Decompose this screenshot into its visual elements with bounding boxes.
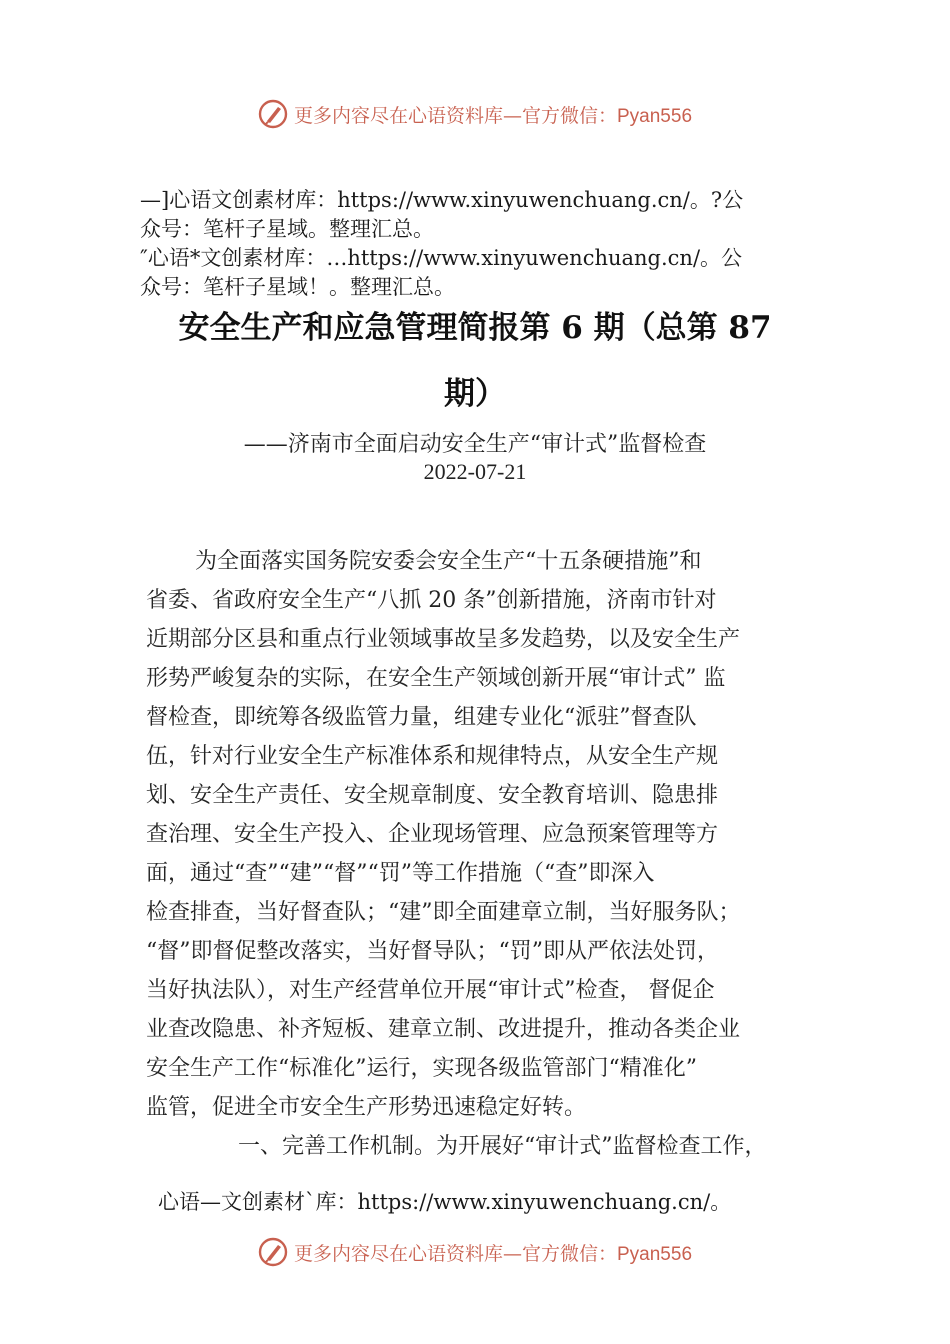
body-line-7: 划、安全生产责任、安全规章制度、安全教育培训、隐患排 [146,783,719,808]
banner-wechat-id: Pyan556 [617,1243,693,1265]
body-line-15: 监管，促进全市安全生产形势迅速稳定好转。 [146,1095,587,1120]
body-line-4: 形势严峻复杂的实际，在安全生产领域创新开展“审计式” 监 [146,666,726,691]
footer-source-line: 心语—文创素材`库：https://www.xinyuwenchuang.cn/。 [158,1190,732,1214]
body-line-1: 为全面落实国务院安委会安全生产“十五条硬措施”和 [195,549,702,574]
banner-wechat-id: Pyan556 [617,105,693,127]
body-line-9: 面，通过“查”“建”“督”“罚”等工作措施（“查”即深入 [146,861,655,886]
banner-text [294,101,692,128]
top-banner [0,96,950,132]
bottom-banner [0,1234,950,1270]
document-subtitle: ——济南市全面启动安全生产“审计式”监督检查 [243,432,707,457]
banner-text-cn: 更多内容尽在心语资料库—官方微信： [293,1242,617,1265]
brush-logo-icon [258,1237,288,1267]
body-line-14: 安全生产工作“标准化”运行，实现各级监管部门“精准化” [146,1056,697,1081]
body-line-11: “督”即督促整改落实，当好督导队；“罚”即从严依法处罚， [146,939,719,964]
document-title-line-1: 安全生产和应急管理简报第 6 期（总第 87 [178,310,772,346]
body-line-8: 查治理、安全生产投入、企业现场管理、应急预案管理等方 [146,822,719,847]
body-line-2: 省委、省政府安全生产“八抓 20 条”创新措施，济南市针对 [146,588,717,613]
meta-line-2: 众号：笔杆子星域。整理汇总。 [140,217,434,241]
banner-text-cn: 更多内容尽在心语资料库—官方微信： [293,104,617,127]
meta-line-3: ″心语*文创素材库：…https://www.xinyuwenchuang.cn/。公 [140,246,743,270]
banner-text [294,1239,692,1266]
body-line-3: 近期部分区县和重点行业领域事故呈多发趋势，以及安全生产 [146,627,741,652]
meta-line-1: —]心语文创素材库：https://www.xinyuwenchuang.cn/。?公 [140,188,744,212]
body-line-6: 伍，针对行业安全生产标准体系和规律特点，从安全生产规 [146,744,719,769]
meta-line-4: 众号：笔杆子星域！。整理汇总。 [140,275,455,299]
body-line-5: 督检查，即统筹各级监管力量，组建专业化“派驻”督查队 [146,705,697,730]
body-line-13: 业查改隐患、补齐短板、建章立制、改进提升，推动各类企业 [146,1017,741,1042]
brush-logo-icon [258,99,288,129]
body-line-12: 当好执法队），对生产经营单位开展“审计式”检查， 督促企 [146,978,715,1003]
document-date: 2022-07-21 [423,459,527,484]
body-line-10: 检查排查，当好督查队；“建”即全面建章立制，当好服务队； [146,900,741,925]
document-title-line-2: 期） [444,376,506,412]
section-heading-1: 一、完善工作机制。为开展好“审计式”监督检查工作， [238,1134,767,1159]
